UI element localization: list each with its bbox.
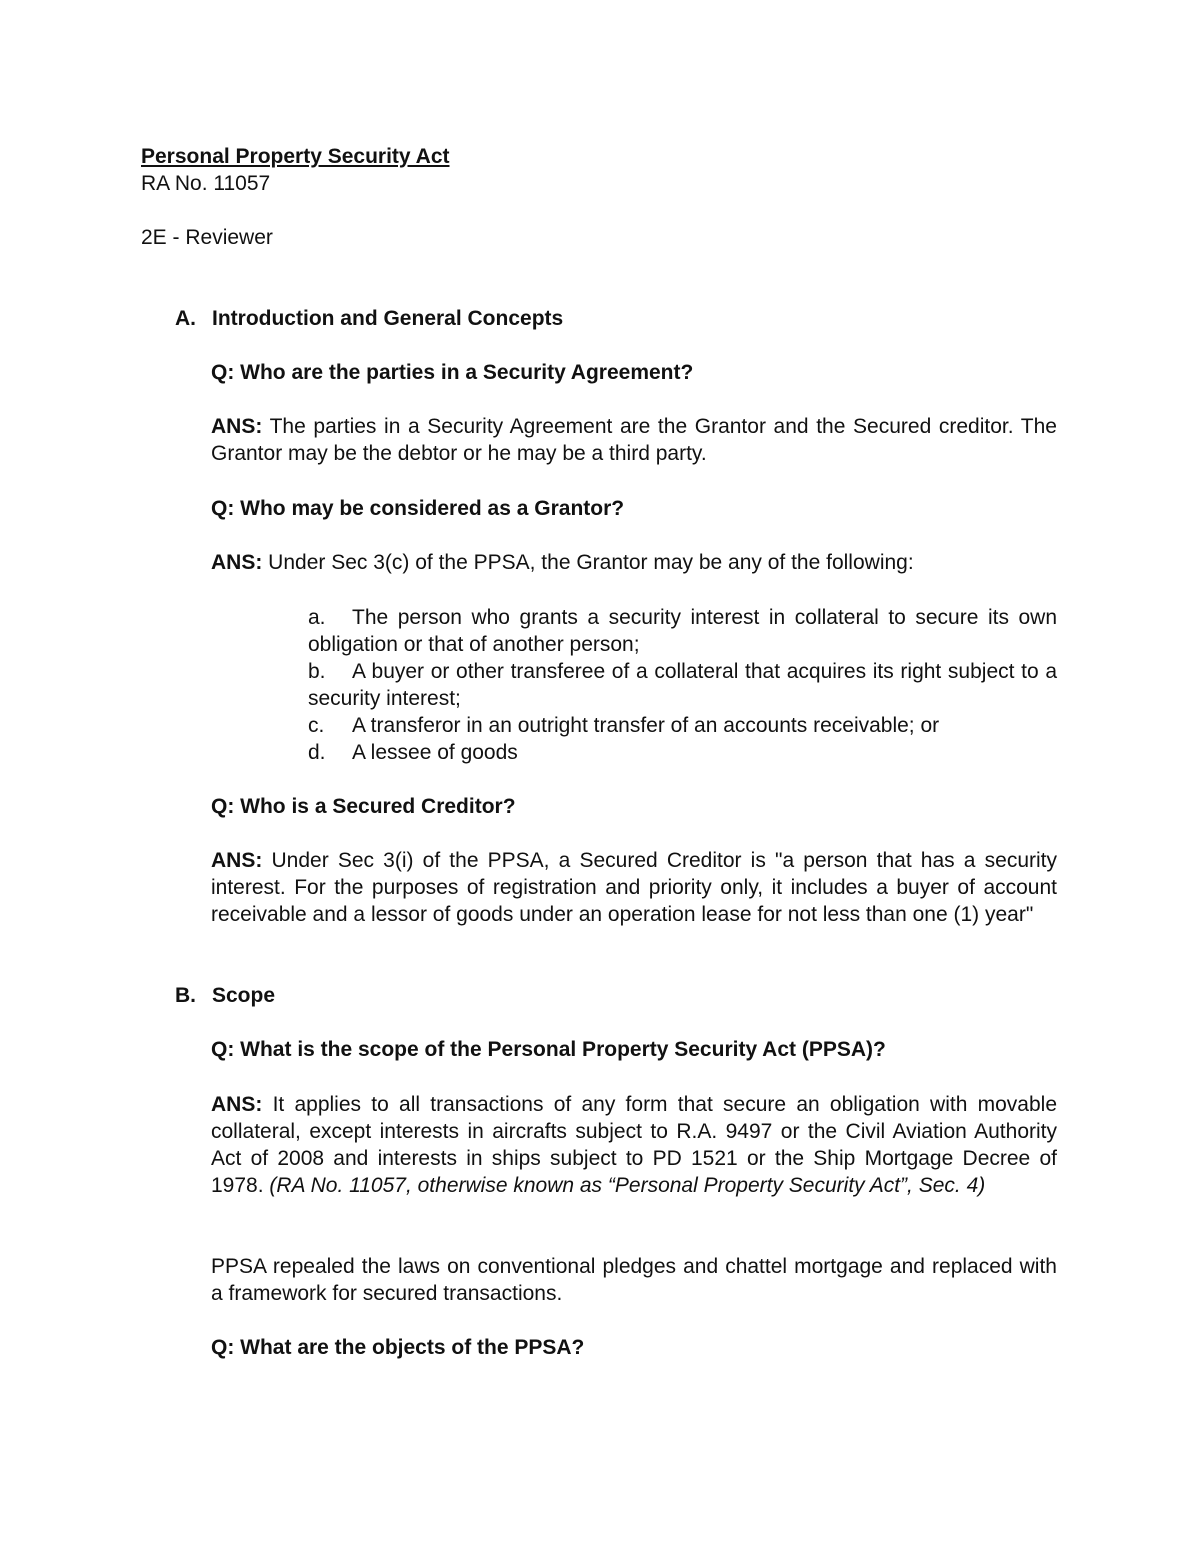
section-title: Scope	[212, 984, 276, 1007]
list-marker: c.	[308, 714, 325, 737]
list-marker: a.	[308, 606, 326, 629]
list-item	[308, 658, 1057, 712]
answer-label: ANS:	[211, 1093, 263, 1116]
answer-parties	[211, 413, 1057, 467]
list-item	[308, 712, 1057, 739]
citation: (RA No. 11057, otherwise known as “Personal Property Security Act”, Sec. 4)	[269, 1174, 986, 1197]
section-a-heading	[175, 305, 563, 332]
section-letter: A.	[175, 307, 196, 330]
ra-number: RA No. 11057	[141, 172, 271, 195]
paragraph-repeal: PPSA repealed the laws on conventional pledges and chattel mortgage and replaced with a framework for secured transactions.	[211, 1255, 1057, 1305]
list-text: The person who grants a security interest in collateral to secure its own obligation or that of another person;	[308, 606, 1057, 656]
list-text: A transferor in an outright transfer of an accounts receivable; or	[352, 714, 940, 737]
section-title: Introduction and General Concepts	[212, 307, 564, 330]
question-scope: Q: What is the scope of the Personal Property Security Act (PPSA)?	[211, 1038, 886, 1061]
answer-grantor	[211, 549, 1057, 576]
list-item	[308, 739, 1057, 766]
answer-scope	[211, 1091, 1057, 1199]
question-grantor: Q: Who may be considered as a Grantor?	[211, 497, 625, 520]
list-marker: d.	[308, 741, 326, 764]
answer-label: ANS:	[211, 415, 263, 438]
question-secured-creditor: Q: Who is a Secured Creditor?	[211, 795, 516, 818]
answer-label: ANS:	[211, 551, 263, 574]
answer-text: The parties in a Security Agreement are the Grantor and the Secured creditor. The Grantor may be the debtor or he may be a third party.	[211, 415, 1057, 465]
answer-text: Under Sec 3(i) of the PPSA, a Secured Creditor is "a person that has a security interest. For the purposes of registration and priority only, it includes a buyer of account receivable and a lessor of goods under an operation lease for not less than one (1) year"	[211, 849, 1057, 926]
section-b-heading	[175, 982, 275, 1009]
list-marker: b.	[308, 660, 326, 683]
document-subtitle: 2E - Reviewer	[141, 226, 273, 249]
question-parties: Q: Who are the parties in a Security Agreement?	[211, 361, 694, 384]
list-item	[308, 604, 1057, 658]
answer-label: ANS:	[211, 849, 263, 872]
list-text: A lessee of goods	[352, 741, 518, 764]
answer-text: Under Sec 3(c) of the PPSA, the Grantor may be any of the following:	[262, 551, 914, 574]
answer-secured-creditor	[211, 847, 1057, 928]
section-letter: B.	[175, 984, 196, 1007]
question-objects: Q: What are the objects of the PPSA?	[211, 1336, 585, 1359]
list-text: A buyer or other transferee of a collateral that acquires its right subject to a security interest;	[308, 660, 1057, 710]
document-title: Personal Property Security Act	[141, 145, 450, 168]
answer-text: It applies to all transactions of any form that secure an obligation with movable collateral, except interests in aircrafts subject to R.A. 9497 or the Civil Aviation Authority Act of 2008 and interests in ships subject to PD 1521 or the Ship Mortgage Decree of 1978.	[211, 1093, 1057, 1197]
